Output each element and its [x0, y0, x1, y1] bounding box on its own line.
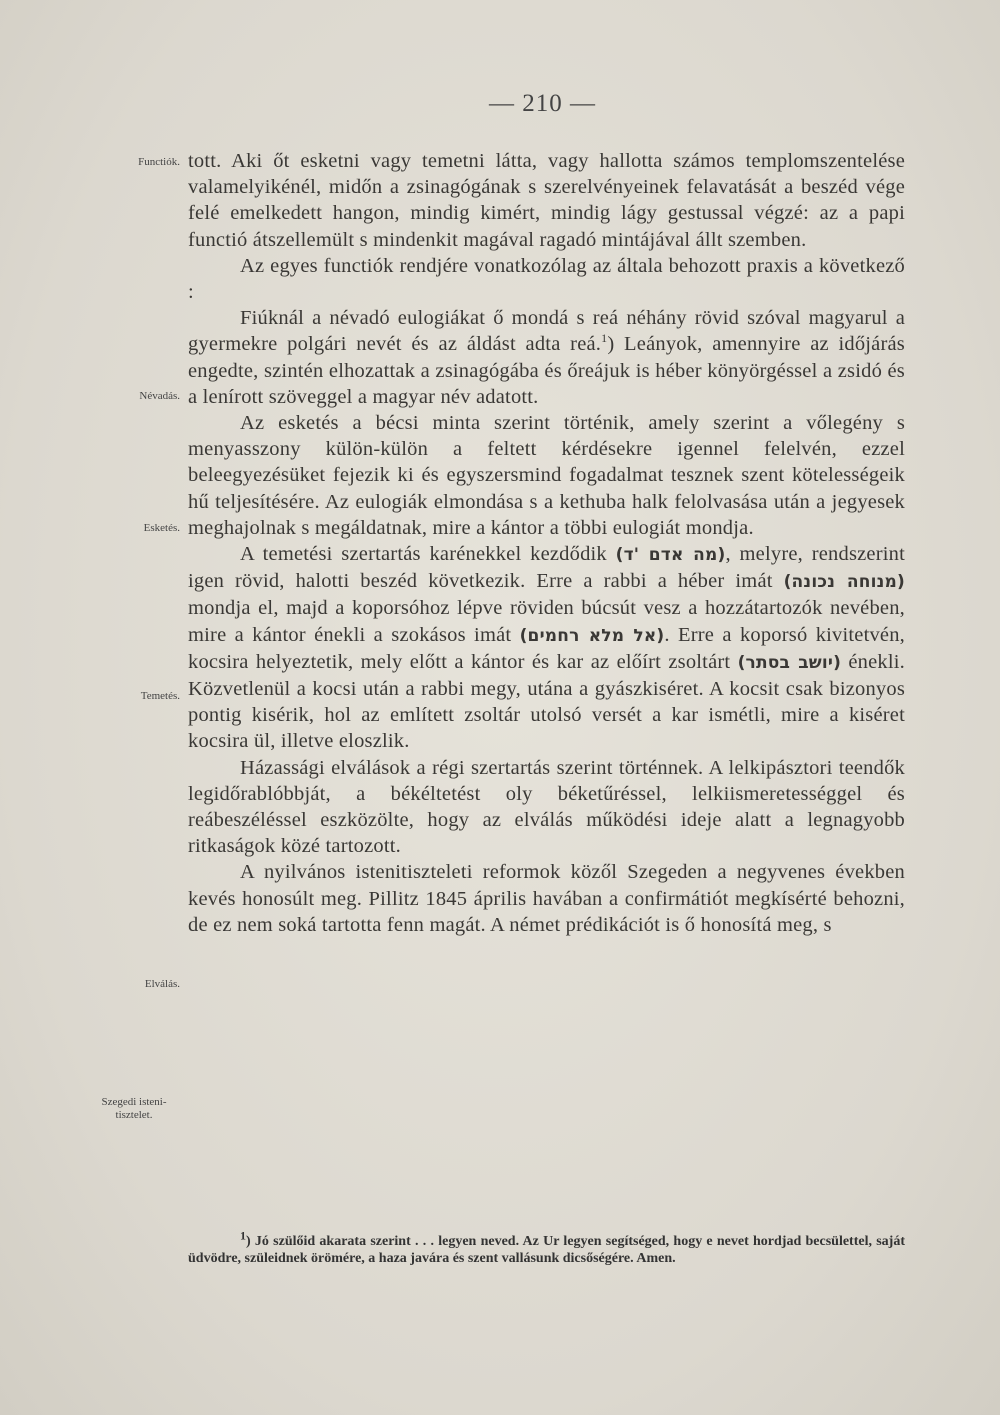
hebrew-phrase: (יושב בסתר): [737, 652, 842, 673]
margin-note-functiok: Functiók.: [138, 156, 180, 168]
margin-note-szegedi-istenitisztelet: Szegedi isteni-tisztelet.: [101, 1096, 167, 1121]
paragraph-text: . Erre a koporsó kivitetvén, kocsira helyeztetik, mely előtt a kántor és kar az előírt zsoltárt: [188, 623, 905, 673]
paragraph: [188, 305, 905, 410]
footnote-body: ) Jó szülőid akarata szerint . . . legyen neved. Az Ur legyen segítséged, hogy e nevet hordjad becsülettel, saját üdvödre, szüleidnek örömére, a haza javára és szent vallásunk dicsőségére. Amen.: [188, 1234, 905, 1266]
paragraph-text: énekli. Közvetlenül a kocsi után a rabbi megy, utána a gyászkiséret. A kocsit csak bizonyos pontig kisérik, hol az említett zsoltár utolsó versét a kar ismétli, mire a kiséret kocsira ül, illetve eloszlik.: [188, 650, 905, 753]
hebrew-phrase: (מנוחה נכונה): [783, 572, 905, 593]
paragraph: [188, 541, 905, 755]
margin-note-nevadas: Névadás.: [139, 390, 180, 402]
paragraph-text: mondja el, majd a koporsóhoz lépve röviden búcsút vesz a hozzátartozók nevében, mire a kántor énekli a szokásos imát: [188, 597, 905, 646]
hebrew-phrase: (מה אדם 'ד): [615, 545, 726, 566]
paragraph: A nyilvános istenitiszteleti reformok közől Szegeden a negyvenes években kevés honosúlt meg. Pillitz 1845 április havában a confirmátiót megkísérté behozni, de ez nem soká tartotta fenn magát. A német prédikációt is ő honosítá meg, s: [188, 861, 905, 936]
footnote-reference: 1: [601, 331, 608, 346]
paragraph: Az esketés a bécsi minta szerint történik, amely szerint a vőlegény s menyasszony külön-külön a feltett kérdésekre igennel felelvén, ezzel beleegyezésüket fejezik ki és egyszersmind fogadalmat tesznek szent kötelességeik hű teljesítésére. Az eulogiák elmondása s a kethuba halk felolvasása után a jegyesek meghajolnak s megáldatnak, mire a kántor a többi eulogiát mondja.: [188, 412, 905, 539]
footnote-marker: 1: [240, 1228, 246, 1243]
hebrew-phrase: (אל מלא רחמים): [519, 625, 665, 646]
body-text: [188, 148, 905, 938]
paragraph-text: , melyre, rendszerint igen rövid, halotti beszéd következik. Erre a rabbi a héber imát: [188, 543, 905, 593]
margin-note-eskes: Esketés.: [143, 522, 180, 534]
margin-note-elvalas: Elválás.: [144, 978, 180, 990]
paragraph: tott. Aki őt esketni vagy temetni látta, vagy hallotta számos templomszentelése valamelyikénél, midőn a zsinagógának s szerelvényeinek felavatását a beszéd vége felé emelkedett hangon, mindig kimért, mindig lágy gestussal végzé: az a papi functió átszellemült s mindenkit magával ragadó mintájával állt szemben.: [188, 150, 905, 251]
paragraph-text: ) Leányok, amennyire az időjárás engedte, szintén elhozattak a zsinagógába és őreájuk is héber könyörgéssel a zsidó és a lenírott szöveggel a magyar név adatott.: [188, 333, 905, 408]
paragraph-text: Fiúknál a névadó eulogiákat ő mondá s reá néhány rövid szóval magyarul a gyermekre polgári nevét és az áldást adta reá.: [188, 307, 905, 356]
footnote: [188, 1228, 905, 1267]
paragraph: Házassági elválások a régi szertartás szerint történnek. A lelkipásztori teendők legidőrablóbbját, a békéltetést oly béketűréssel, lelkiismeretességgel és reábeszéléssel eszközölte, hogy az elválás működési ideje alatt a legnagyobb ritkaságok közé tartozott.: [188, 756, 905, 858]
page-number: — 210 —: [489, 90, 596, 117]
margin-note-temetes: Temetés.: [140, 690, 180, 702]
paragraph: Az egyes functiók rendjére vonatkozólag az általa behozott praxis a következő :: [188, 254, 905, 304]
paragraph-text: A temetési szertartás karénekkel kezdődik: [240, 543, 616, 566]
footnote-text: [188, 1228, 905, 1267]
